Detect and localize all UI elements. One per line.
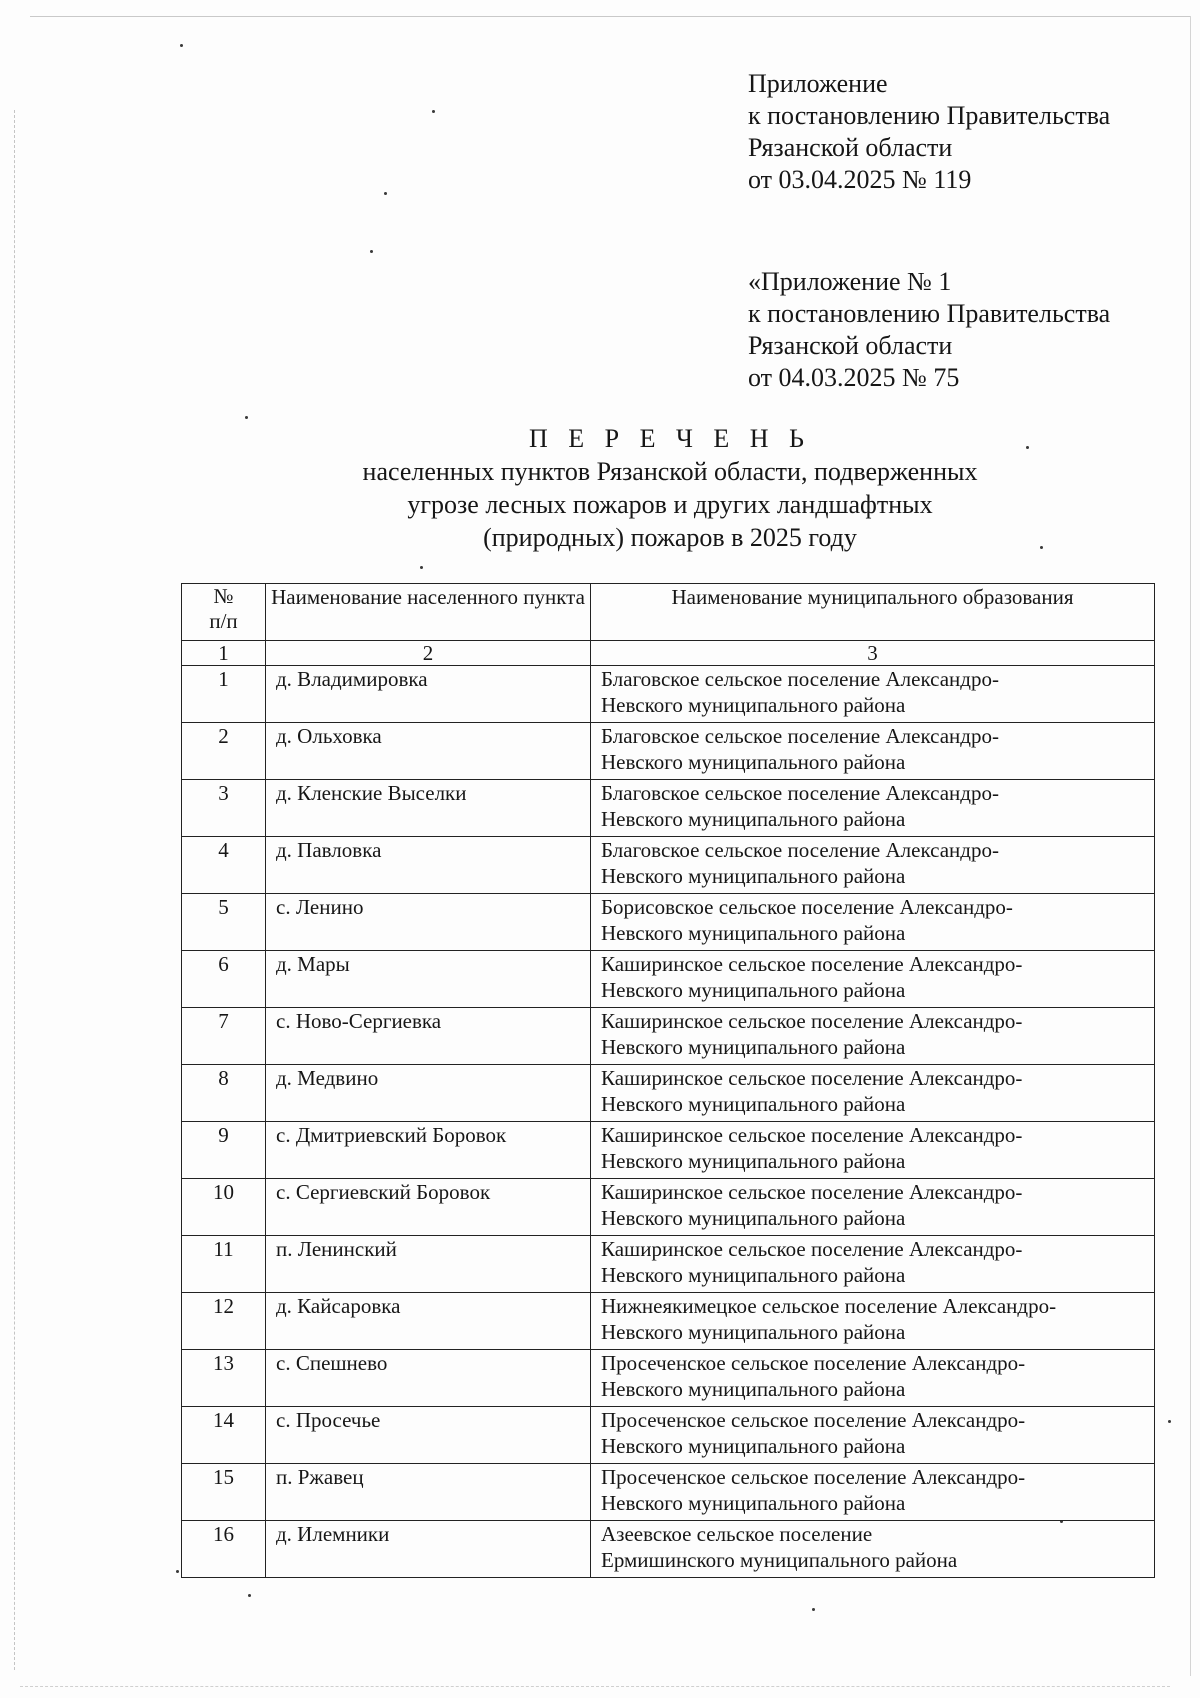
municipality-line: Ермишинского муниципального района xyxy=(601,1548,958,1572)
scan-speck xyxy=(180,44,183,47)
municipality-line: Невского муниципального района xyxy=(601,1092,906,1116)
municipality-line: Просеченское сельское поселение Александро- xyxy=(601,1351,1026,1375)
settlement-name: с. Дмитриевский Боровок xyxy=(266,1122,591,1179)
municipality-line: Невского муниципального района xyxy=(601,750,906,774)
table-row xyxy=(182,1407,1155,1464)
header-municipality: Наименование муниципального образования xyxy=(591,584,1155,641)
municipality-line: Каширинское сельское поселение Александро- xyxy=(601,1009,1023,1033)
column-number: 2 xyxy=(266,641,591,666)
settlements-table xyxy=(181,583,1155,1578)
municipality-line: Борисовское сельское поселение Александро- xyxy=(601,895,1013,919)
title-line: населенных пунктов Рязанской области, подверженных xyxy=(362,457,978,486)
table-row xyxy=(182,837,1155,894)
table-row xyxy=(182,1179,1155,1236)
row-number: 2 xyxy=(182,723,266,780)
row-number: 9 xyxy=(182,1122,266,1179)
table-row xyxy=(182,723,1155,780)
municipality-line: Каширинское сельское поселение Александро- xyxy=(601,1180,1023,1204)
document-title xyxy=(180,422,1160,554)
row-number: 6 xyxy=(182,951,266,1008)
municipality-cell xyxy=(591,1293,1155,1350)
municipality-line: Каширинское сельское поселение Александро- xyxy=(601,1237,1023,1261)
column-number: 1 xyxy=(182,641,266,666)
quoted-annex-header xyxy=(748,266,1110,394)
settlement-name: с. Просечье xyxy=(266,1407,591,1464)
settlement-name: с. Сергиевский Боровок xyxy=(266,1179,591,1236)
municipality-cell xyxy=(591,723,1155,780)
settlement-name: д. Ольховка xyxy=(266,723,591,780)
row-number: 3 xyxy=(182,780,266,837)
scan-speck xyxy=(432,110,435,113)
annex-date-line: от 03.04.2025 № 119 xyxy=(748,165,972,194)
annex-date-line: от 04.03.2025 № 75 xyxy=(748,363,960,392)
municipality-line: Невского муниципального района xyxy=(601,1206,906,1230)
annex-line: к постановлению Правительства xyxy=(748,299,1111,328)
row-number: 4 xyxy=(182,837,266,894)
municipality-cell xyxy=(591,1464,1155,1521)
header-number xyxy=(182,584,266,641)
annex-line: Рязанской области xyxy=(748,133,953,162)
municipality-line: Каширинское сельское поселение Александро- xyxy=(601,1066,1023,1090)
settlement-name: д. Павловка xyxy=(266,837,591,894)
municipality-line: Невского муниципального района xyxy=(601,1320,906,1344)
annex-line: Рязанской области xyxy=(748,331,953,360)
settlement-name: п. Ленинский xyxy=(266,1236,591,1293)
municipality-line: Невского муниципального района xyxy=(601,1263,906,1287)
scan-speck xyxy=(245,416,248,419)
municipality-line: Невского муниципального района xyxy=(601,807,906,831)
municipality-cell xyxy=(591,1236,1155,1293)
row-number: 15 xyxy=(182,1464,266,1521)
row-number: 12 xyxy=(182,1293,266,1350)
settlement-name: д. Кленские Выселки xyxy=(266,780,591,837)
municipality-cell xyxy=(591,1008,1155,1065)
municipality-line: Невского муниципального района xyxy=(601,1434,906,1458)
municipality-cell xyxy=(591,1179,1155,1236)
settlement-name: п. Ржавец xyxy=(266,1464,591,1521)
table-row xyxy=(182,1122,1155,1179)
municipality-cell xyxy=(591,1407,1155,1464)
table-row xyxy=(182,1464,1155,1521)
municipality-line: Азеевское сельское поселение xyxy=(601,1522,873,1546)
table-row xyxy=(182,1521,1155,1578)
table-row xyxy=(182,1008,1155,1065)
settlement-name: с. Ново-Сергиевка xyxy=(266,1008,591,1065)
municipality-line: Благовское сельское поселение Александро- xyxy=(601,724,999,748)
scan-speck xyxy=(384,192,387,195)
municipality-line: Невского муниципального района xyxy=(601,1377,906,1401)
table-row xyxy=(182,1236,1155,1293)
header-settlement-name: Наименование населенного пункта xyxy=(266,584,591,641)
municipality-line: Невского муниципального района xyxy=(601,693,906,717)
scan-speck xyxy=(176,1570,179,1573)
municipality-line: Благовское сельское поселение Александро- xyxy=(601,838,999,862)
scan-speck xyxy=(812,1608,815,1611)
settlement-name: д. Илемники xyxy=(266,1521,591,1578)
settlement-name: д. Медвино xyxy=(266,1065,591,1122)
municipality-cell xyxy=(591,894,1155,951)
municipality-cell xyxy=(591,780,1155,837)
table-row xyxy=(182,894,1155,951)
scan-speck xyxy=(420,566,423,569)
settlement-name: с. Ленино xyxy=(266,894,591,951)
annex-line: «Приложение № 1 xyxy=(748,267,952,296)
municipality-line: Просеченское сельское поселение Александро- xyxy=(601,1465,1026,1489)
scan-edge-right xyxy=(1190,16,1191,1676)
settlement-name: д. Кайсаровка xyxy=(266,1293,591,1350)
header-number-line: п/п xyxy=(209,609,238,633)
table-row xyxy=(182,1065,1155,1122)
municipality-line: Нижнеякимецкое сельское поселение Александро- xyxy=(601,1294,1057,1318)
settlement-name: д. Владимировка xyxy=(266,666,591,723)
table-row xyxy=(182,666,1155,723)
row-number: 14 xyxy=(182,1407,266,1464)
municipality-line: Благовское сельское поселение Александро- xyxy=(601,667,999,691)
row-number: 8 xyxy=(182,1065,266,1122)
scan-speck xyxy=(1168,1420,1171,1423)
title-line: угрозе лесных пожаров и других ландшафтных xyxy=(407,490,933,519)
municipality-line: Невского муниципального района xyxy=(601,1149,906,1173)
table-row xyxy=(182,780,1155,837)
table-header-row xyxy=(182,584,1155,641)
title-line: (природных) пожаров в 2025 году xyxy=(483,523,857,552)
municipality-line: Невского муниципального района xyxy=(601,1035,906,1059)
municipality-cell xyxy=(591,1065,1155,1122)
municipality-line: Невского муниципального района xyxy=(601,864,906,888)
municipality-cell xyxy=(591,1350,1155,1407)
header-number-line: № xyxy=(213,584,234,608)
municipality-line: Невского муниципального района xyxy=(601,1491,906,1515)
scan-edge-top xyxy=(30,16,1190,17)
municipality-cell xyxy=(591,1521,1155,1578)
municipality-line: Невского муниципального района xyxy=(601,978,906,1002)
title-heading: П Е Р Е Ч Е Н Ь xyxy=(529,424,811,453)
municipality-line: Каширинское сельское поселение Александро- xyxy=(601,1123,1023,1147)
scan-edge-bottom xyxy=(20,1686,1170,1687)
row-number: 11 xyxy=(182,1236,266,1293)
table-row xyxy=(182,951,1155,1008)
table-row xyxy=(182,1293,1155,1350)
scan-speck xyxy=(370,250,373,253)
annex-line: к постановлению Правительства xyxy=(748,101,1111,130)
row-number: 16 xyxy=(182,1521,266,1578)
municipality-cell xyxy=(591,837,1155,894)
municipality-line: Благовское сельское поселение Александро- xyxy=(601,781,999,805)
row-number: 1 xyxy=(182,666,266,723)
municipality-line: Невского муниципального района xyxy=(601,921,906,945)
municipality-cell xyxy=(591,951,1155,1008)
column-number-row xyxy=(182,641,1155,666)
row-number: 5 xyxy=(182,894,266,951)
table-body xyxy=(182,666,1155,1578)
row-number: 10 xyxy=(182,1179,266,1236)
scan-edge-left xyxy=(14,110,15,1670)
municipality-cell xyxy=(591,1122,1155,1179)
settlement-name: с. Спешнево xyxy=(266,1350,591,1407)
annex-header xyxy=(748,68,1110,196)
municipality-line: Каширинское сельское поселение Александро- xyxy=(601,952,1023,976)
settlement-name: д. Мары xyxy=(266,951,591,1008)
row-number: 13 xyxy=(182,1350,266,1407)
municipality-cell xyxy=(591,666,1155,723)
row-number: 7 xyxy=(182,1008,266,1065)
municipality-line: Просеченское сельское поселение Александро- xyxy=(601,1408,1026,1432)
scan-speck xyxy=(248,1594,251,1597)
column-number: 3 xyxy=(591,641,1155,666)
annex-line: Приложение xyxy=(748,69,888,98)
table-row xyxy=(182,1350,1155,1407)
